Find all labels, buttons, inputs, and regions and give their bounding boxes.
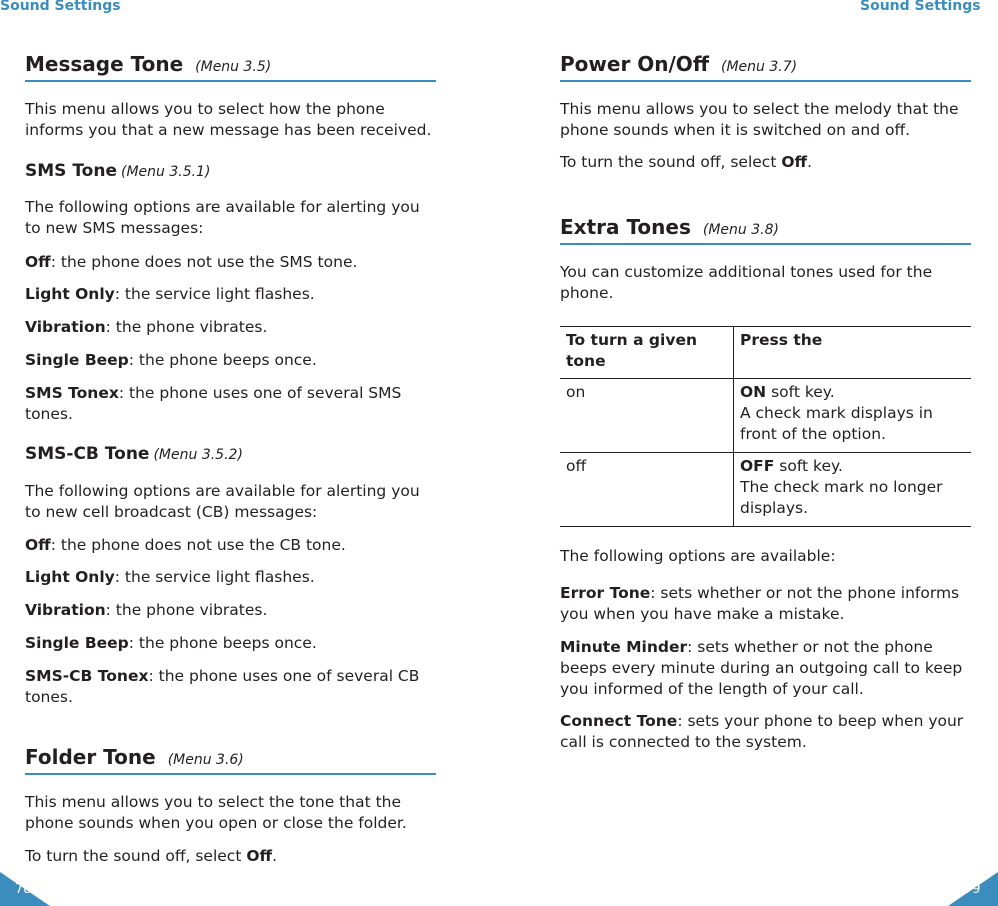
- table-cell: on: [560, 379, 734, 453]
- list-item: [25, 284, 436, 305]
- folder-tone-heading: [25, 745, 436, 775]
- key-label: ON: [740, 383, 767, 401]
- menu-ref: (Menu 3.6): [167, 752, 244, 768]
- menu-ref: (Menu 3.5.2): [153, 447, 243, 463]
- option-label: Off: [781, 153, 808, 171]
- smscb-tone-heading: [25, 444, 243, 464]
- option-label: SMS-CB Tonex: [25, 667, 149, 685]
- section-title: Message Tone: [25, 52, 184, 76]
- option-text: : the service light flashes.: [114, 568, 315, 586]
- option-label: SMS Tonex: [25, 384, 119, 402]
- option-text: : the phone uses one of several CB tones.: [25, 667, 420, 706]
- folder-tone-intro: This menu allows you to select the tone that the phone sounds when you open or close the folder.: [25, 793, 407, 832]
- option-text: : sets whether or not the phone beeps every minute during an outgoing call to keep you informed of the length of your call.: [560, 638, 963, 698]
- options-intro: The following options are available:: [560, 547, 836, 565]
- table-cell: [734, 379, 972, 453]
- option-label: Vibration: [25, 601, 106, 619]
- option-label: Off: [246, 847, 273, 865]
- key-label: OFF: [740, 457, 775, 475]
- option-label: Minute Minder: [560, 638, 688, 656]
- table-header: Press the: [740, 331, 823, 349]
- option-label: Vibration: [25, 318, 106, 336]
- page-number-left: 78: [15, 882, 32, 897]
- sms-tone-heading: [25, 161, 210, 181]
- text: A check mark displays in front of the option.: [740, 404, 933, 443]
- option-label: Light Only: [25, 568, 115, 586]
- list-item: [560, 711, 971, 753]
- list-item: [560, 637, 971, 700]
- list-item: [25, 600, 436, 621]
- extra-tones-heading: [560, 215, 971, 245]
- menu-ref: (Menu 3.5.1): [120, 164, 211, 180]
- power-heading: [560, 52, 971, 82]
- list-item: [25, 383, 436, 425]
- option-text: : the phone vibrates.: [105, 601, 268, 619]
- text: .: [272, 847, 278, 865]
- list-item: [25, 633, 436, 654]
- menu-ref: (Menu 3.8): [702, 222, 779, 238]
- table-cell: off: [560, 453, 734, 527]
- running-head-left: Sound Settings: [0, 0, 121, 14]
- folder-tone-off: [25, 846, 436, 867]
- list-item: [25, 317, 436, 338]
- table-cell: [734, 453, 972, 527]
- list-item: [25, 252, 436, 273]
- text: soft key.: [774, 457, 843, 475]
- extra-tones-intro: You can customize additional tones used for the phone.: [560, 263, 933, 302]
- option-text: : the phone does not use the CB tone.: [50, 536, 346, 554]
- subsection-title: SMS Tone: [25, 161, 117, 181]
- table-row: [560, 379, 971, 453]
- table-header-row: [560, 327, 971, 379]
- subsection-title: SMS-CB Tone: [25, 444, 150, 464]
- option-text: : the phone beeps once.: [128, 351, 317, 369]
- power-intro: This menu allows you to select the melody that the phone sounds when it is switched on and off.: [560, 100, 959, 139]
- option-label: Connect Tone: [560, 712, 678, 730]
- option-text: : the phone beeps once.: [128, 634, 317, 652]
- option-label: Off: [25, 253, 51, 271]
- option-text: : the phone does not use the SMS tone.: [50, 253, 358, 271]
- menu-ref: (Menu 3.7): [721, 59, 798, 75]
- option-label: Error Tone: [560, 584, 651, 602]
- option-text: : the phone vibrates.: [105, 318, 268, 336]
- option-text: : the phone uses one of several SMS tones.: [25, 384, 402, 423]
- option-text: : sets whether or not the phone informs you when you have make a mistake.: [560, 584, 960, 623]
- list-item: [560, 583, 971, 625]
- section-title: Extra Tones: [560, 215, 691, 239]
- menu-ref: (Menu 3.5): [195, 59, 272, 75]
- tones-table: [560, 326, 971, 527]
- text: To turn the sound off, select: [25, 847, 247, 865]
- message-tone-heading: [25, 52, 436, 82]
- option-text: : the service light flashes.: [114, 285, 315, 303]
- running-head-right: Sound Settings: [860, 0, 981, 14]
- power-off: [560, 152, 971, 173]
- smscb-tone-intro: The following options are available for alerting you to new cell broadcast (CB) messages:: [25, 482, 420, 521]
- message-tone-intro: This menu allows you to select how the phone informs you that a new message has been received.: [25, 100, 432, 139]
- list-item: [25, 567, 436, 588]
- sms-tone-intro: The following options are available for alerting you to new SMS messages:: [25, 198, 420, 237]
- section-title: Power On/Off: [560, 52, 710, 76]
- option-label: Light Only: [25, 285, 115, 303]
- list-item: [25, 666, 436, 708]
- list-item: [25, 350, 436, 371]
- section-title: Folder Tone: [25, 745, 156, 769]
- table-row: [560, 453, 971, 527]
- option-label: Single Beep: [25, 351, 129, 369]
- page-number-right: 79: [964, 882, 981, 897]
- text: The check mark no longer displays.: [740, 478, 943, 517]
- option-label: Off: [25, 536, 51, 554]
- option-label: Single Beep: [25, 634, 129, 652]
- text: .: [807, 153, 813, 171]
- text: To turn the sound off, select: [560, 153, 782, 171]
- list-item: [25, 535, 436, 556]
- table-header: To turn a given tone: [560, 327, 734, 379]
- option-text: : sets your phone to beep when your call is connected to the system.: [560, 712, 964, 751]
- text: soft key.: [766, 383, 835, 401]
